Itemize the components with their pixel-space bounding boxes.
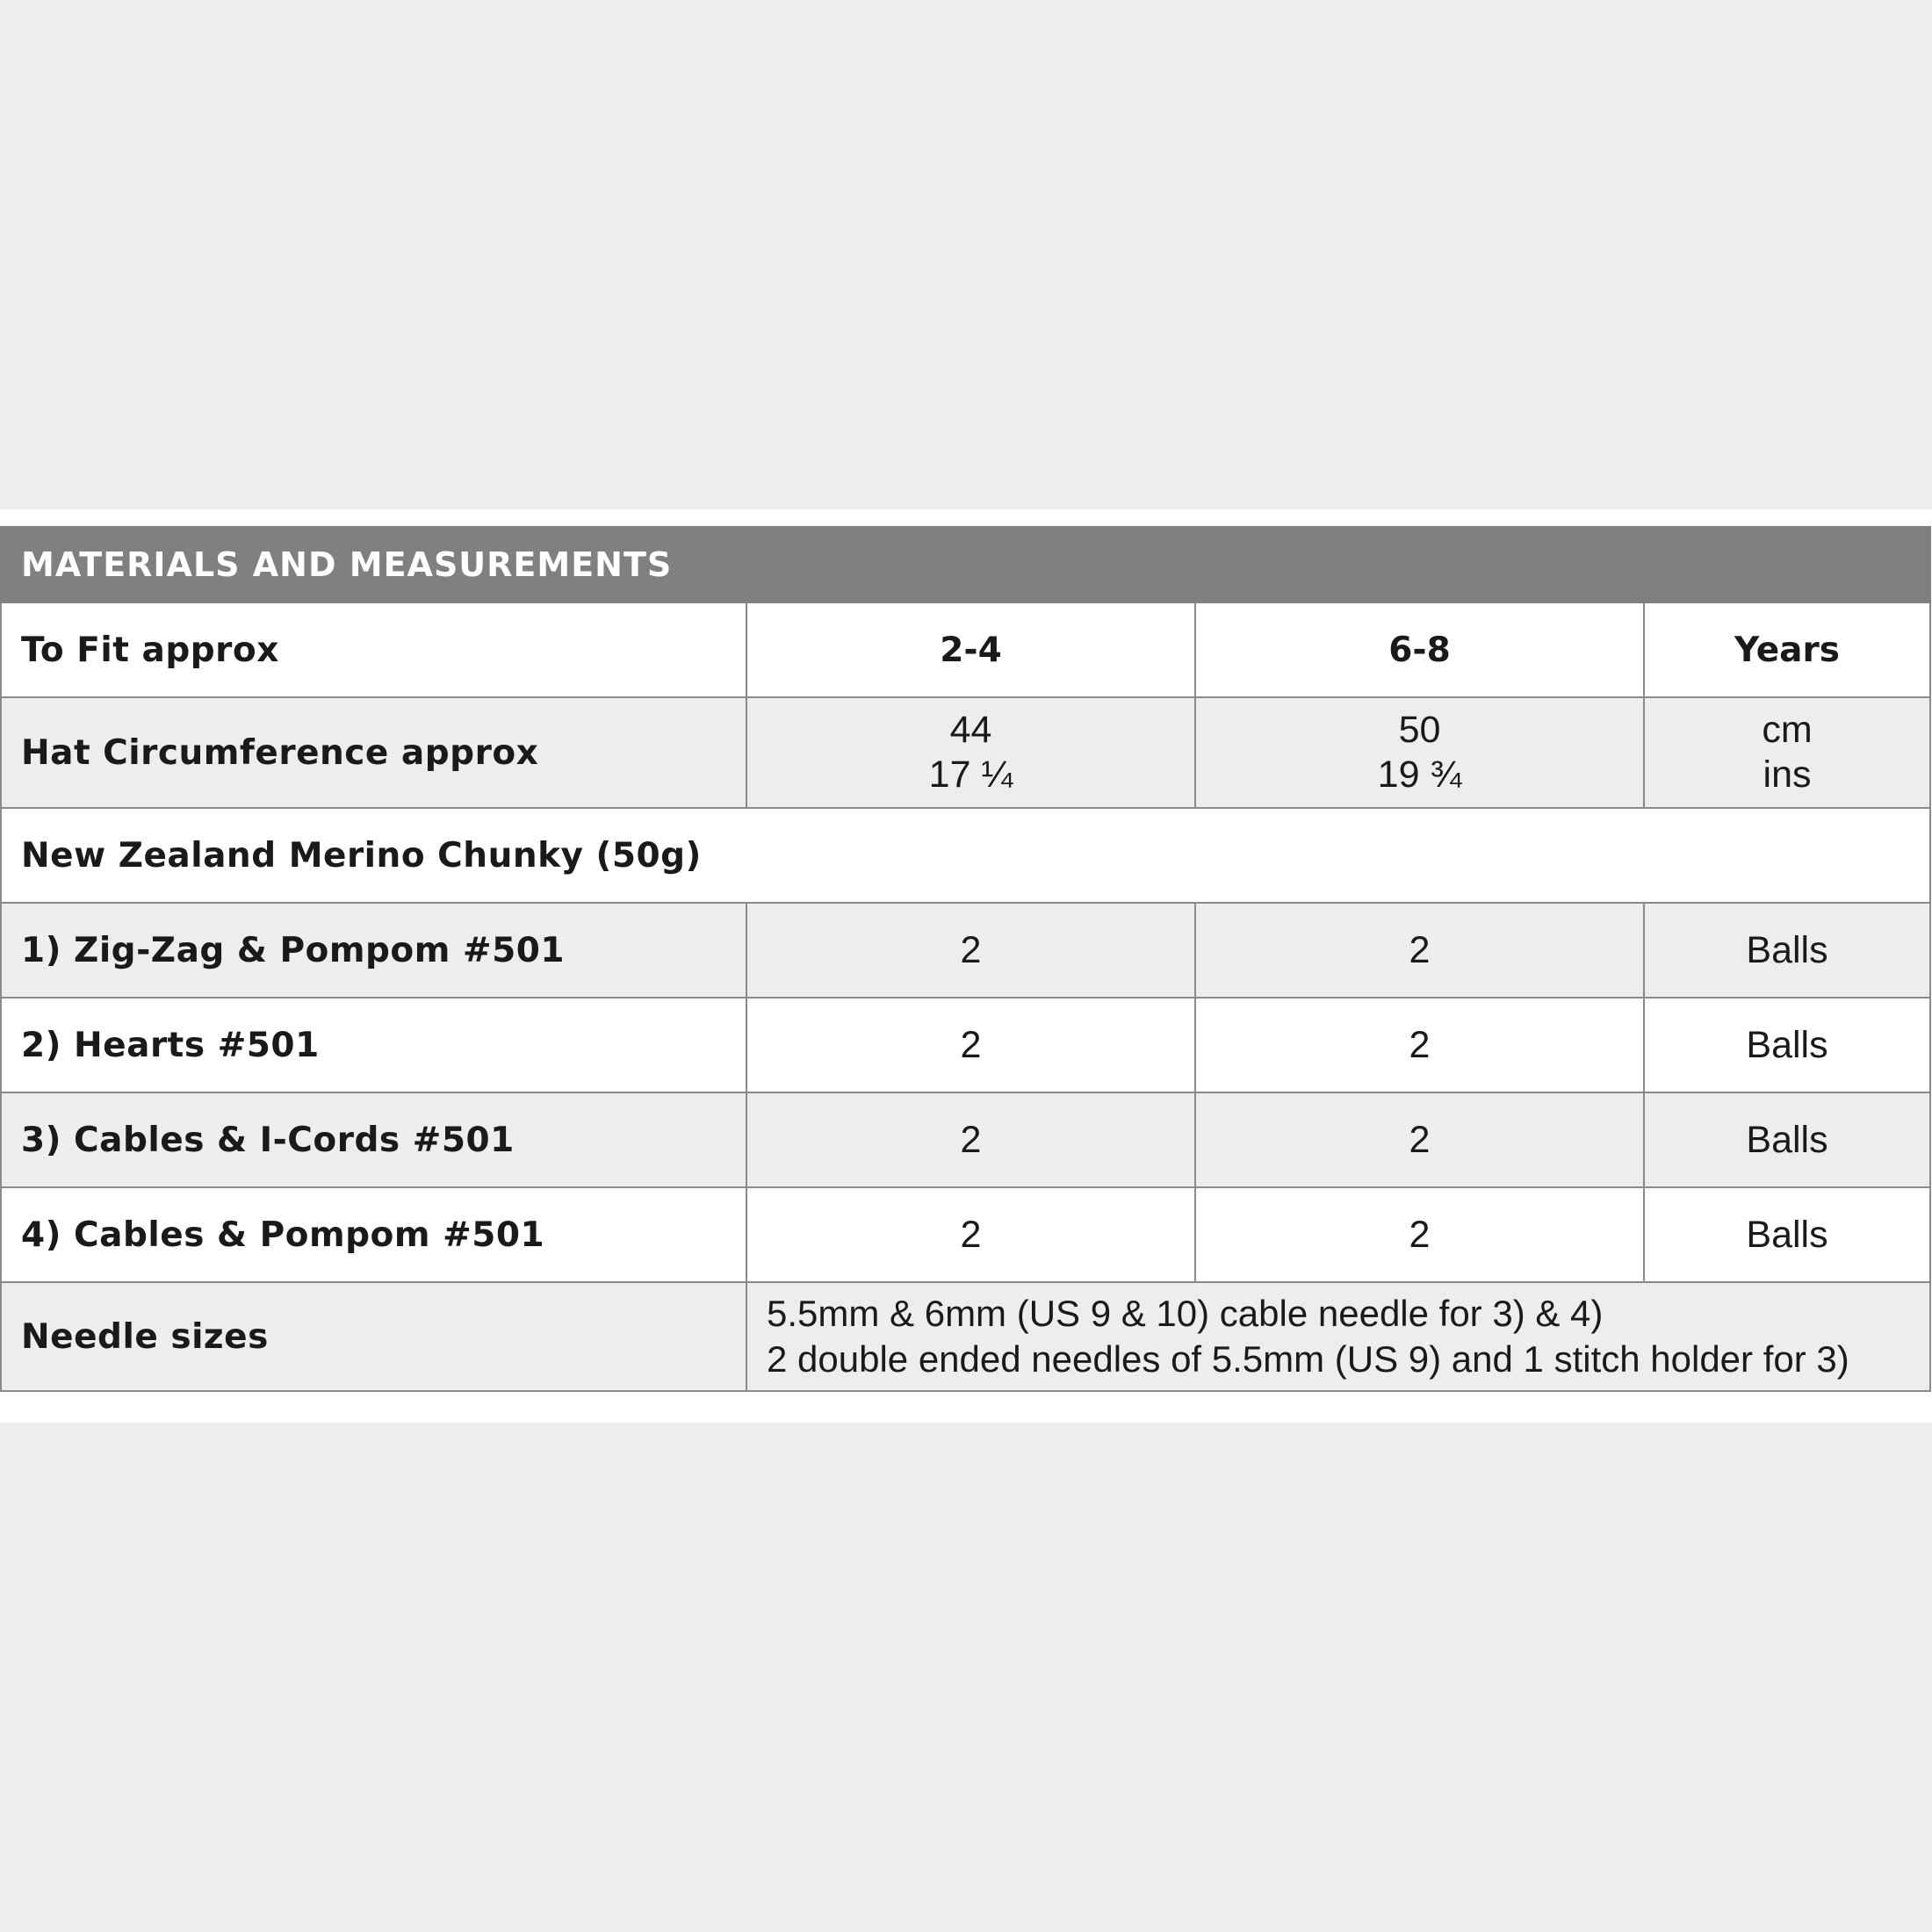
hat-size-1-cm: 44 xyxy=(949,709,992,751)
hat-size-1-in: 17 ¼ xyxy=(928,753,1013,796)
unit-header: Years xyxy=(1644,602,1930,697)
needle-line-2: 2 double ended needles of 5.5mm (US 9) and 1 stitch holder for 3) xyxy=(767,1338,1849,1380)
yarn-label: 1) Zig-Zag & Pompom #501 xyxy=(1,903,746,998)
table-row xyxy=(1,903,1930,998)
yarn-unit: Balls xyxy=(1644,1187,1930,1282)
yarn-unit: Balls xyxy=(1644,998,1930,1092)
yarn-size-2: 2 xyxy=(1195,998,1644,1092)
size-header-1: 2-4 xyxy=(746,602,1195,697)
hat-unit-cm: cm xyxy=(1762,709,1813,751)
needle-line-1: 5.5mm & 6mm (US 9 & 10) cable needle for 3) & 4) xyxy=(767,1293,1604,1334)
yarn-size-1: 2 xyxy=(746,998,1195,1092)
yarn-label: 3) Cables & I-Cords #501 xyxy=(1,1092,746,1187)
table-title: MATERIALS AND MEASUREMENTS xyxy=(1,527,1930,602)
size-header-2: 6-8 xyxy=(1195,602,1644,697)
yarn-unit: Balls xyxy=(1644,1092,1930,1187)
yarn-label: 4) Cables & Pompom #501 xyxy=(1,1187,746,1282)
yarn-size-2: 2 xyxy=(1195,1092,1644,1187)
hat-unit-cell xyxy=(1644,697,1930,808)
yarn-heading: New Zealand Merino Chunky (50g) xyxy=(1,808,1930,903)
hat-row xyxy=(1,697,1930,808)
table-row xyxy=(1,1187,1930,1282)
needle-details xyxy=(746,1282,1930,1391)
hat-size-2-cm: 50 xyxy=(1398,709,1441,751)
fit-row xyxy=(1,602,1930,697)
yarn-size-2: 2 xyxy=(1195,1187,1644,1282)
hat-size-1-cell xyxy=(746,697,1195,808)
needle-label: Needle sizes xyxy=(1,1282,746,1391)
hat-unit-in: ins xyxy=(1763,753,1812,796)
table-row xyxy=(1,1092,1930,1187)
table-row xyxy=(1,998,1930,1092)
yarn-heading-row xyxy=(1,808,1930,903)
table-title-row xyxy=(1,527,1930,602)
fit-label: To Fit approx xyxy=(1,602,746,697)
yarn-size-1: 2 xyxy=(746,903,1195,998)
materials-table xyxy=(0,526,1931,1392)
hat-label: Hat Circumference approx xyxy=(1,697,746,808)
needle-row xyxy=(1,1282,1930,1391)
yarn-size-2: 2 xyxy=(1195,903,1644,998)
yarn-unit: Balls xyxy=(1644,903,1930,998)
yarn-size-1: 2 xyxy=(746,1092,1195,1187)
hat-size-2-in: 19 ¾ xyxy=(1377,753,1462,796)
yarn-label: 2) Hearts #501 xyxy=(1,998,746,1092)
yarn-size-1: 2 xyxy=(746,1187,1195,1282)
hat-size-2-cell xyxy=(1195,697,1644,808)
